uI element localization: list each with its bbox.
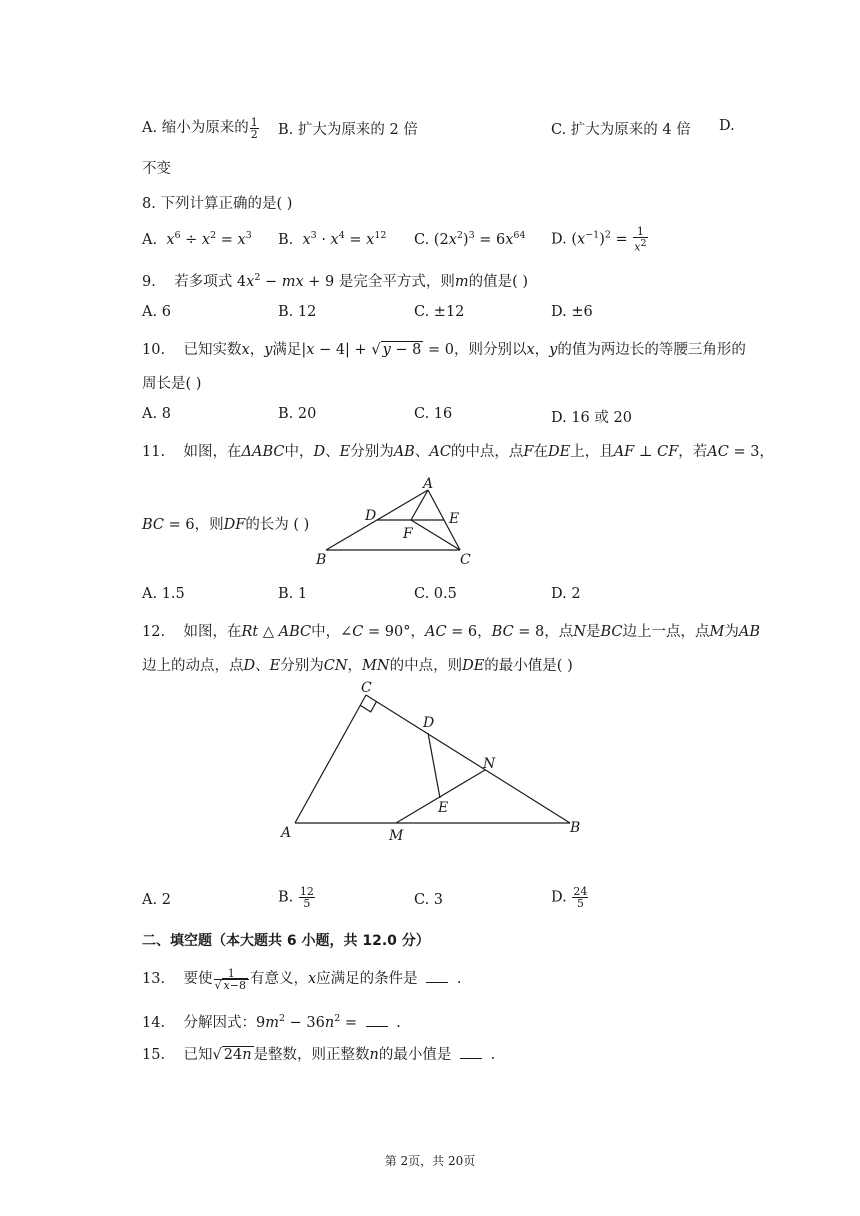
q11-triangle-figure — [310, 472, 480, 572]
label-a: A — [423, 476, 434, 492]
q10-option-c: C. 16 — [414, 406, 453, 422]
q9-option-a: A. 6 — [142, 304, 171, 320]
q12-option-b: B. $\frac{12}{5}$ — [278, 885, 314, 910]
label-c: C — [361, 680, 372, 696]
q7-option-b: B. 扩大为原来的 2 倍 — [278, 122, 418, 138]
q10-stem: 10. 已知实数x，y满足|x − 4| + √ y − 8 = 0，则分别以x，y的值为两边长的等腰三角形的 — [142, 342, 746, 358]
q12-stem-line2: 边上的动点，点D、E分别为CN，MN的中点，则DE的最小值是( ) — [142, 658, 573, 674]
right-angle-mark — [360, 702, 376, 712]
label-e: E — [438, 800, 449, 816]
page-footer: 第 2页，共 20页 — [384, 1154, 476, 1168]
q11-option-a: A. 1.5 — [142, 586, 185, 602]
q9-stem: 9. 若多项式 $4x^2$ − mx + 9 是完全平方式，则m的值是( ) — [142, 272, 529, 290]
label-b: B — [316, 552, 327, 568]
label-c: C — [460, 552, 471, 568]
label-b: B — [570, 820, 581, 836]
fraction-one-half: $\frac{1}{2}$ — [250, 115, 258, 141]
q14-stem: 14. 分解因式：$9m^2 - 36n^2$ = . — [142, 1013, 401, 1031]
q8-option-a: A. $x^6 \div x^2 = x^3$ — [142, 230, 252, 248]
section-heading-fill-in: 二、填空题（本大题共 6 小题，共 12.0 分） — [142, 933, 430, 949]
answer-blank — [460, 1058, 482, 1059]
q7-option-d-text: 不变 — [142, 161, 171, 177]
q7-option-d-label: D. — [719, 118, 735, 134]
q9-option-b: B. 12 — [278, 304, 317, 320]
q10-option-a: A. 8 — [142, 406, 171, 422]
label-m: M — [389, 828, 404, 844]
edge-de — [428, 733, 440, 798]
q12-option-c: C. 3 — [414, 892, 444, 908]
q12-option-d: D. $\frac{24}{5}$ — [551, 885, 588, 910]
edge-ac — [295, 695, 366, 823]
label-d: D — [365, 508, 377, 524]
q11-stem-line2: BC = 6，则DF的长为 ( ) — [142, 517, 310, 533]
label-a: A — [281, 825, 292, 841]
q9-option-c: C. ±12 — [414, 304, 465, 320]
q8-option-d: D. $(x^{-1})^2$ = $\frac{1}{x^2}$ — [551, 225, 647, 254]
q8-option-b: B. $x^3 \cdot x^4 = x^{12}$ — [278, 230, 387, 248]
label-n: N — [483, 756, 496, 772]
q10-option-d: D. 16 或 20 — [551, 410, 632, 426]
q13-stem: 13. 要使 $\frac{1}{√ x-8}$ 有意义，x应满足的条件是 . — [142, 966, 462, 992]
label-e: E — [449, 511, 460, 527]
q12-option-a: A. 2 — [142, 892, 171, 908]
q8-stem: 8. 下列计算正确的是( ) — [142, 196, 293, 212]
q11-option-d: D. 2 — [551, 586, 581, 602]
answer-blank — [426, 982, 448, 983]
q7-option-a: A. 缩小为原来的 $\frac{1}{2}$ — [142, 115, 258, 141]
label-f: F — [403, 526, 413, 542]
q10-option-b: B. 20 — [278, 406, 317, 422]
q12-right-triangle-figure — [275, 675, 595, 850]
label-d: D — [423, 715, 435, 731]
edge-cb — [366, 695, 570, 823]
q11-option-c: C. 0.5 — [414, 586, 457, 602]
q8-option-c: C. $(2x^2)^3 = 6x^{64}$ — [414, 230, 526, 248]
q9-option-d: D. ±6 — [551, 304, 593, 320]
q7-option-c: C. 扩大为原来的 4 倍 — [551, 122, 691, 138]
q11-option-b: B. 1 — [278, 586, 308, 602]
q10-stem-line2: 周长是( ) — [142, 376, 202, 392]
q15-stem: 15. 已知√ 24n 是整数，则正整数n的最小值是 . — [142, 1047, 496, 1063]
answer-blank — [366, 1026, 388, 1027]
q11-stem: 11. 如图，在ΔABC中，D、E分别为AB、AC的中点，点F在DE上，且AF ⊥ CF，若AC = 3， — [142, 444, 774, 460]
q12-stem: 12. 如图，在Rt △ ABC中，∠C = 90°，AC = 6，BC = 8，点N是BC边上一点，点M为AB — [142, 624, 760, 640]
